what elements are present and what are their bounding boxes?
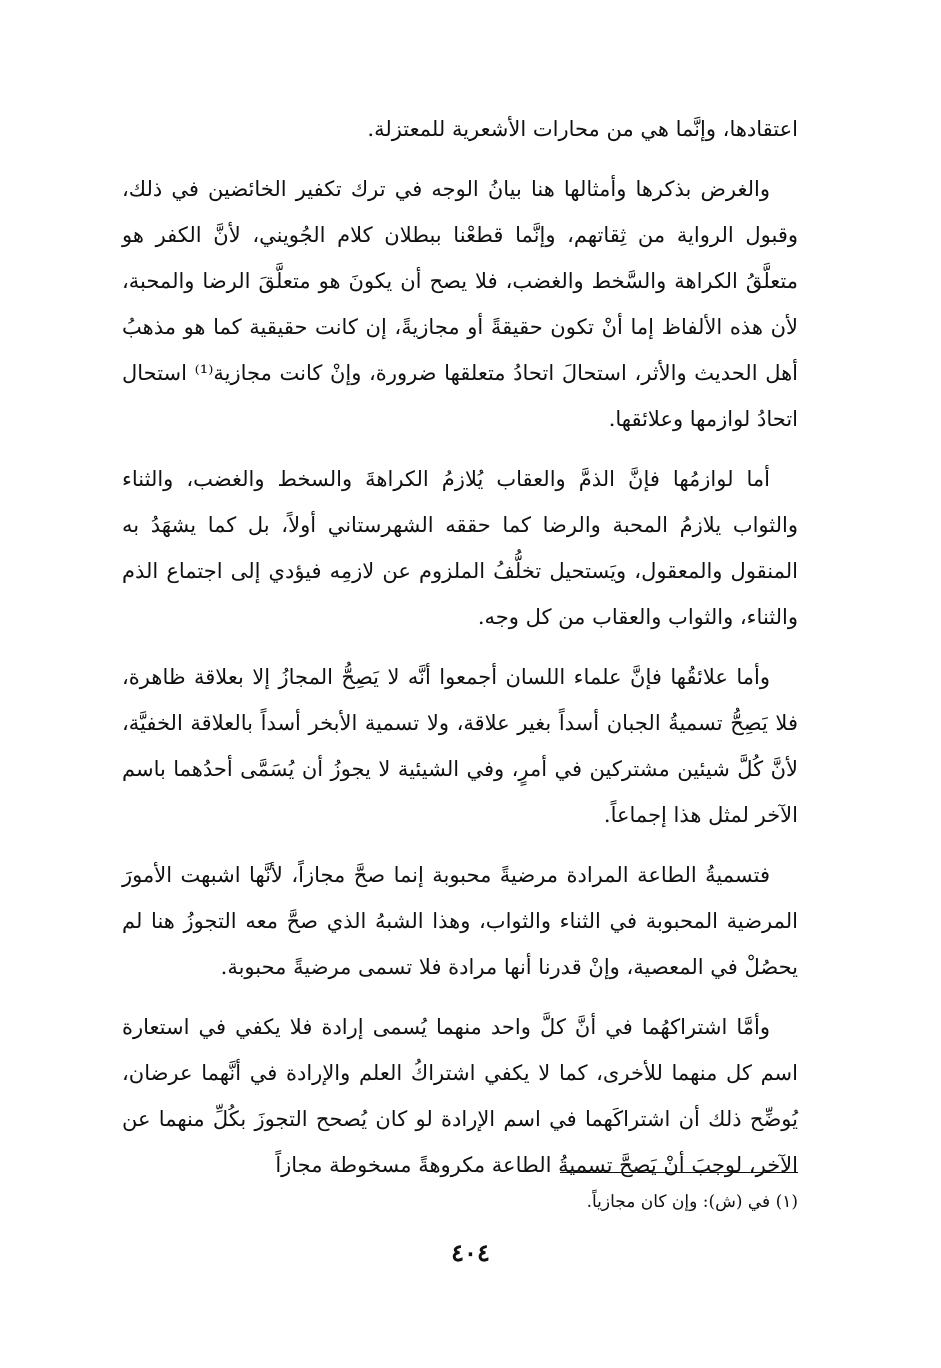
paragraph-4: وأما علائقُها فإنَّ علماء اللسان أجمعوا أنَّه لا يَصِحُّ المجازُ إلا بعلاقة ظاهرة، فلا يَصِحُّ تسميةُ الجبان أسداً بغير علاقة، ولا تسمية الأبخر أسداً بالعلاقة الخفيَّة، لأنَّ كُلَّ شيئين مشتركين في أمرٍ، وفي الشيئية لا يجوزُ أن يُسَمَّى أحدُهما باسم الآخر لمثل هذا إجماعاً. xyxy=(122,665,798,827)
paragraph-5: فتسميةُ الطاعة المرادة مرضيةً محبوبة إنما صحَّ مجازاً، لأنَّها اشبهت الأمورَ المرضية المحبوبة في الثناء والثواب، وهذا الشبهُ الذي صحَّ معه التجوزُ هنا لم يحصُلْ في المعصية، وإنْ قدرنا أنها مرادة فلا تسمى مرضيةً محبوبة. xyxy=(122,863,798,979)
footnote: (١) في (ش): وإن كان مجازياً. xyxy=(586,1192,798,1212)
paragraph-2: والغرض بذكرها وأمثالها هنا بيانُ الوجه في ترك تكفير الخائضين في ذلك، وقبول الرواية من ثِقاتهم، وإنَّما قطعْنا ببطلان كلام الجُويني، لأنَّ الكفر هو متعلَّقُ الكراهة والسَّخط والغضب، فلا يصح أن يكونَ هو متعلَّقَ الرضا والمحبة، لأن هذه الألفاظ إما أنْ تكون حقيقةً أو مجازيةً، إن كانت حقيقية كما هو مذهبُ أهل الحديث والأثر، استحالَ اتحادُ متعلقها ضرورة، وإنْ كانت مجازية⁽¹⁾ استحال اتحادُ لوازمها وعلائقها. xyxy=(122,177,799,431)
paragraph-1: اعتقادها، وإنَّما هي من محارات الأشعرية للمعتزلة. xyxy=(367,117,798,141)
paragraph-6: وأمَّا اشتراكهُما في أنَّ كلَّ واحد منهما يُسمى إرادة فلا يكفي في استعارة اسم كل منهما للأخرى، كما لا يكفي اشتراكُ العلم والإرادة في أنَّهما عرضان، يُوضِّح ذلك أن اشتراكَهما في اسم الإرادة لو كان يُصحح التجوزَ بكُلِّ منهما عن الآخر، لوجبَ أنْ يَصحَّ تسميةُ الطاعة مكروهةً مسخوطة مجازاً xyxy=(122,1015,798,1177)
paragraph-3: أما لوازمُها فإنَّ الذمَّ والعقاب يُلازمُ الكراهةَ والسخط والغضب، والثناء والثواب يلازمُ المحبة والرضا كما حققه الشهرستاني أولاً، بل كما يشهَدُ به المنقول والمعقول، ويَستحيل تخلُّفُ الملزوم عن لازمِه فيؤدي إلى اجتماع الذم والثناء، والثواب والعقاب من كل وجه. xyxy=(122,467,798,629)
page-number: ٤٠٤ xyxy=(451,1238,490,1267)
footnote-divider xyxy=(560,1172,798,1173)
main-text xyxy=(122,106,798,1202)
